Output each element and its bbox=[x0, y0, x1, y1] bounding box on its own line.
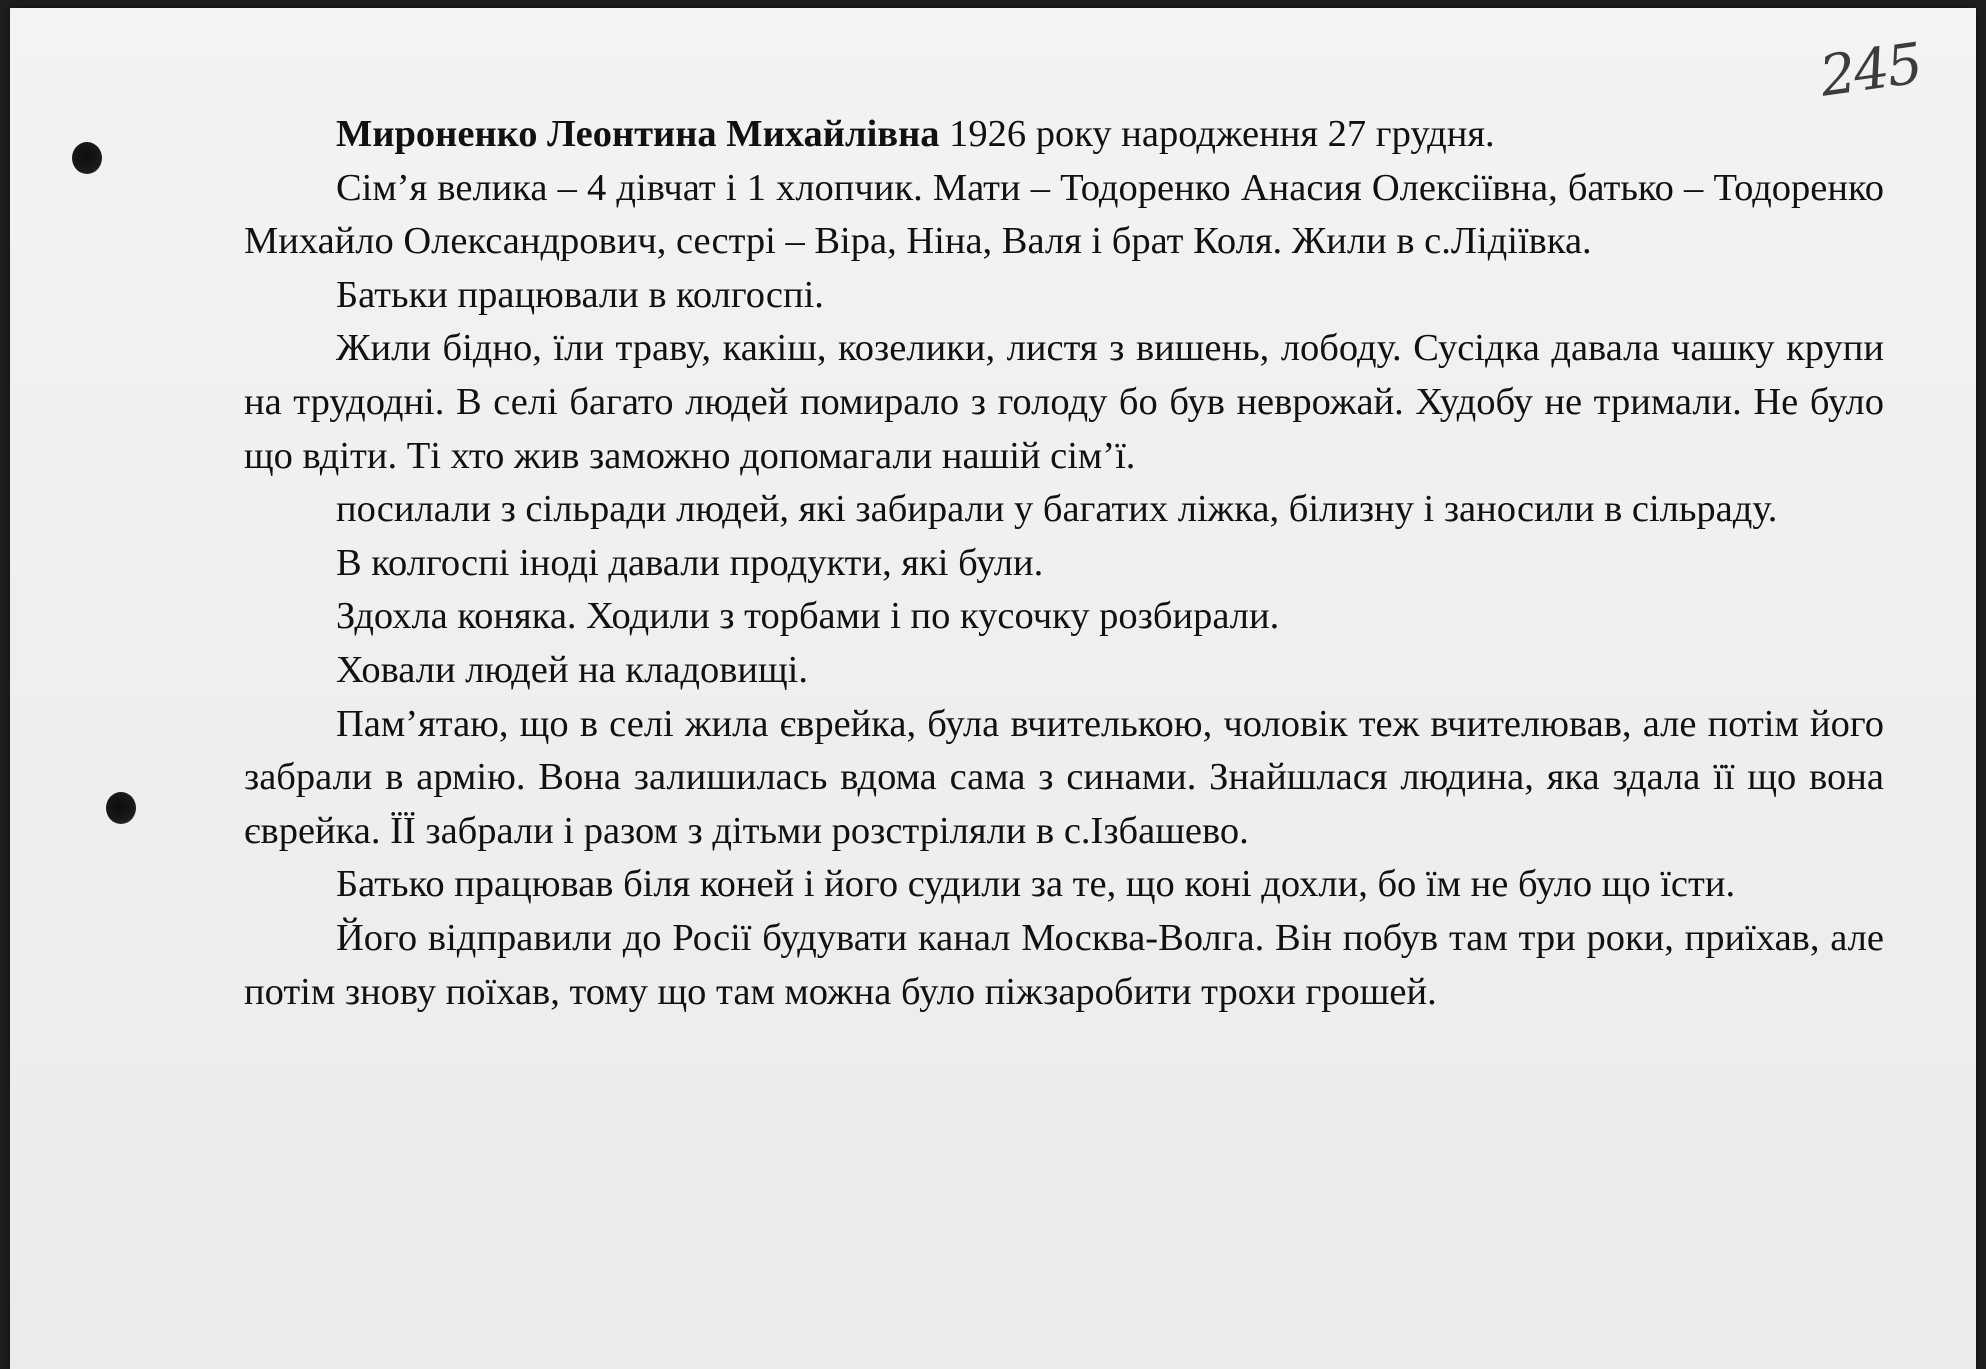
paragraph: Батьки працювали в колгоспі. bbox=[336, 273, 824, 316]
punch-hole bbox=[72, 142, 102, 174]
paragraph: В колгоспі іноді давали продукти, які були. bbox=[336, 541, 1044, 584]
person-name: Мироненко Леонтина Михайлівна bbox=[336, 113, 940, 155]
intro-rest: 1926 року народження 27 грудня. bbox=[939, 113, 1495, 155]
paragraph: Пам’ятаю, що в селі жила єврейка, була вчителькою, чоловік теж вчителював, але потім його забрали в армію. Вона залишилась вдома сама з синами. Знайшлася людина, яка здала її що вона єврейка. ЇЇ забрали і разом з дітьми розстріляли в с.Ізбашево. bbox=[244, 702, 1884, 852]
intro-paragraph bbox=[244, 108, 1884, 162]
paragraph: посилали з сільради людей, які забирали у багатих ліжка, білизну і заносили в сільраду. bbox=[336, 488, 1778, 531]
punch-hole bbox=[106, 792, 136, 824]
paragraph: Сім’я велика – 4 дівчат і 1 хлопчик. Мати – Тодоренко Анасия Олексіївна, батько – Тодоренко Михайло Олександрович, сестрі – Віра, Ніна, Валя і брат Коля. Жили в с.Лідіївка. bbox=[244, 166, 1884, 263]
paragraph: Ховали людей на кладовищі. bbox=[336, 648, 809, 691]
document-body bbox=[244, 108, 1884, 1019]
paragraph: Його відправили до Росії будувати канал Москва-Волга. Він побув там три роки, приїхав, але потім знову поїхав, тому що там можна було піжзаробити трохи грошей. bbox=[244, 916, 1884, 1013]
paragraph: Здохла коняка. Ходили з торбами і по кусочку розбирали. bbox=[336, 595, 1280, 638]
handwritten-page-number: 245 bbox=[1815, 31, 1925, 110]
paragraph: Жили бідно, їли траву, какіш, козелики, листя з вишень, лободу. Сусідка давала чашку крупи на трудодні. В селі багато людей помирало з голоду бо був неврожай. Худобу не тримали. Не було що вдіти. Ті хто жив заможно допомагали нашій сім’ї. bbox=[244, 327, 1884, 477]
paragraph: Батько працював біля коней і його судили за те, що коні дохли, бо їм не було що їсти. bbox=[336, 863, 1736, 906]
